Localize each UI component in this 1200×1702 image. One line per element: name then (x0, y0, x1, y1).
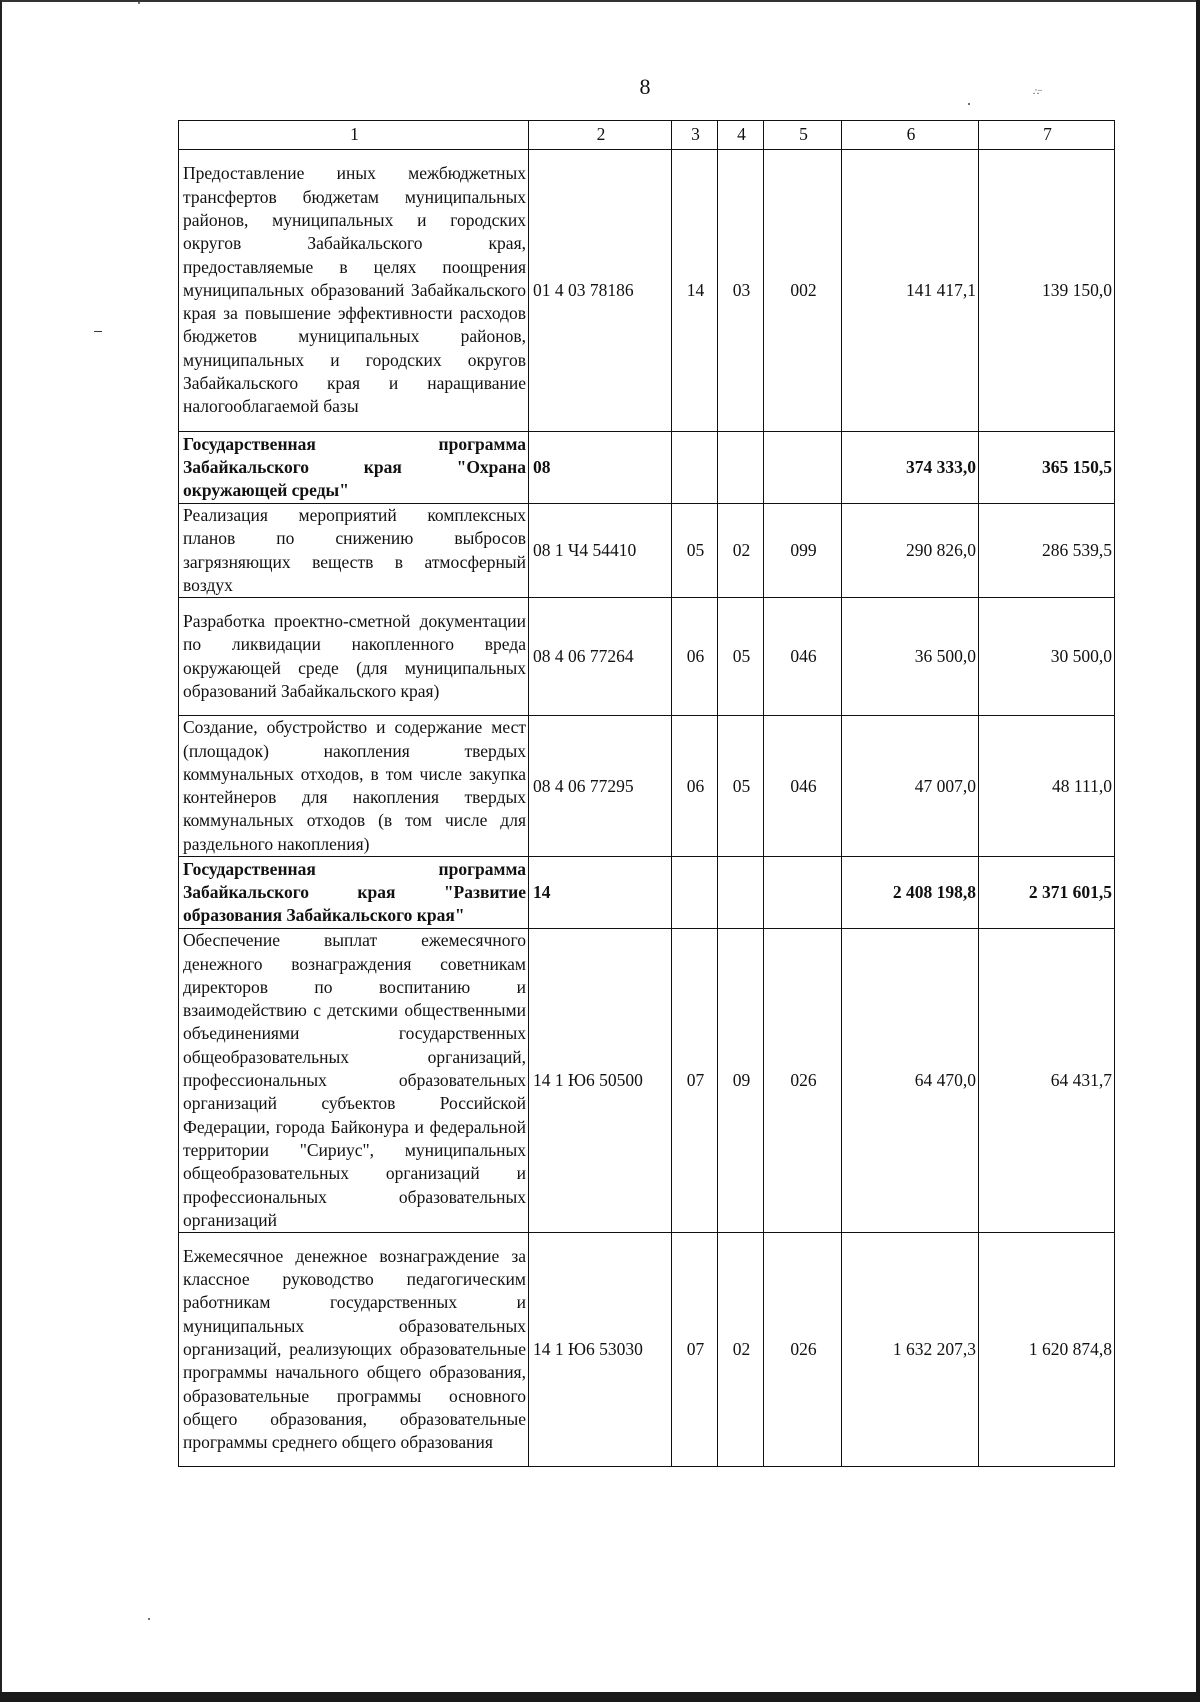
row-section: 06 (672, 598, 718, 716)
row-name: Обеспечение выплат ежемесячного денежного вознаграждения советникам директоров по воспитанию и взаимодействию с детскими общественными объединениями государственных общеобразовательных организаций, профессиональных образовательных организаций субъектов Российской Федерации, города Байконура и федеральной территории "Сириус", муниципальных общеобразовательных организаций и профессиональных образовательных организаций (179, 929, 529, 1233)
header-row (179, 121, 1115, 150)
row-code: 08 4 06 77295 (529, 716, 672, 857)
row-sum-2: 286 539,5 (979, 504, 1115, 598)
row-section: 14 (672, 150, 718, 432)
table-row (179, 1233, 1115, 1467)
row-code: 08 (529, 432, 672, 504)
table-row (179, 716, 1115, 857)
row-subsection: 09 (718, 929, 764, 1233)
row-sum-1: 374 333,0 (842, 432, 979, 504)
table-row (179, 857, 1115, 929)
row-subsection: 03 (718, 150, 764, 432)
speck (968, 103, 970, 105)
row-section (672, 432, 718, 504)
scan-edge-right (1196, 0, 1200, 1702)
row-section: 05 (672, 504, 718, 598)
row-name: Ежемесячное денежное вознаграждение за классное руководство педагогическим работникам государственных и муниципальных образовательных организаций, реализующих образовательные программы начального общего образования, образовательные программы основного общего образования, образовательные программы среднего общего образования (179, 1233, 529, 1467)
row-sum-2: 365 150,5 (979, 432, 1115, 504)
row-subsection (718, 857, 764, 929)
row-sum-1: 1 632 207,3 (842, 1233, 979, 1467)
row-code: 08 4 06 77264 (529, 598, 672, 716)
scan-edge-bottom (0, 1692, 1200, 1702)
row-type: 046 (764, 598, 842, 716)
speck (148, 1618, 150, 1620)
budget-table (178, 120, 1115, 1467)
table-row (179, 150, 1115, 432)
table-row (179, 504, 1115, 598)
column-header: 6 (842, 121, 979, 150)
row-sum-1: 47 007,0 (842, 716, 979, 857)
column-header: 4 (718, 121, 764, 150)
row-sum-2: 64 431,7 (979, 929, 1115, 1233)
row-type: 026 (764, 929, 842, 1233)
row-sum-1: 141 417,1 (842, 150, 979, 432)
row-sum-2: 30 500,0 (979, 598, 1115, 716)
column-header: 5 (764, 121, 842, 150)
row-type (764, 857, 842, 929)
row-section: 06 (672, 716, 718, 857)
row-sum-1: 2 408 198,8 (842, 857, 979, 929)
row-type: 026 (764, 1233, 842, 1467)
row-subsection: 05 (718, 716, 764, 857)
table-row (179, 432, 1115, 504)
column-header: 3 (672, 121, 718, 150)
column-header: 1 (179, 121, 529, 150)
row-code: 14 (529, 857, 672, 929)
row-code: 01 4 03 78186 (529, 150, 672, 432)
row-sum-1: 290 826,0 (842, 504, 979, 598)
row-section: 07 (672, 1233, 718, 1467)
row-sum-2: 139 150,0 (979, 150, 1115, 432)
row-code: 14 1 Ю6 53030 (529, 1233, 672, 1467)
row-subsection: 05 (718, 598, 764, 716)
row-name: Создание, обустройство и содержание мест (площадок) накопления твердых коммунальных отходов, в том числе закупка контейнеров для накопления твердых коммунальных отходов (в том числе для раздельного накопления) (179, 716, 529, 857)
row-sum-1: 36 500,0 (842, 598, 979, 716)
row-subsection: 02 (718, 504, 764, 598)
row-sum-2: 48 111,0 (979, 716, 1115, 857)
row-sum-2: 1 620 874,8 (979, 1233, 1115, 1467)
row-subsection: 02 (718, 1233, 764, 1467)
row-name: Государственная программа Забайкальского края "Развитие образования Забайкальского края" (179, 857, 529, 929)
table-row (179, 929, 1115, 1233)
row-section (672, 857, 718, 929)
page-number: 8 (639, 74, 651, 99)
margin-dash (94, 331, 102, 332)
row-type: 099 (764, 504, 842, 598)
row-type: 002 (764, 150, 842, 432)
row-name: Предоставление иных межбюджетных трансфертов бюджетам муниципальных районов, муниципальных и городских округов Забайкальского края, предоставляемые в целях поощрения муниципальных образований Забайкальского края за повышение эффективности расходов бюджетов муниципальных районов, муниципальных и городских округов Забайкальского края и наращивание налогооблагаемой базы (179, 150, 529, 432)
column-header: 2 (529, 121, 672, 150)
row-type: 046 (764, 716, 842, 857)
row-section: 07 (672, 929, 718, 1233)
row-code: 14 1 Ю6 50500 (529, 929, 672, 1233)
speck (138, 2, 140, 4)
row-code: 08 1 Ч4 54410 (529, 504, 672, 598)
row-type (764, 432, 842, 504)
scan-mark: ·̇·̈ (1032, 86, 1040, 100)
row-name: Государственная программа Забайкальского края "Охрана окружающей среды" (179, 432, 529, 504)
column-header: 7 (979, 121, 1115, 150)
row-sum-2: 2 371 601,5 (979, 857, 1115, 929)
table-row (179, 598, 1115, 716)
row-name: Разработка проектно-сметной документации по ликвидации накопленного вреда окружающей среде (для муниципальных образований Забайкальского края) (179, 598, 529, 716)
row-sum-1: 64 470,0 (842, 929, 979, 1233)
row-subsection (718, 432, 764, 504)
row-name: Реализация мероприятий комплексных планов по снижению выбросов загрязняющих веществ в атмосферный воздух (179, 504, 529, 598)
